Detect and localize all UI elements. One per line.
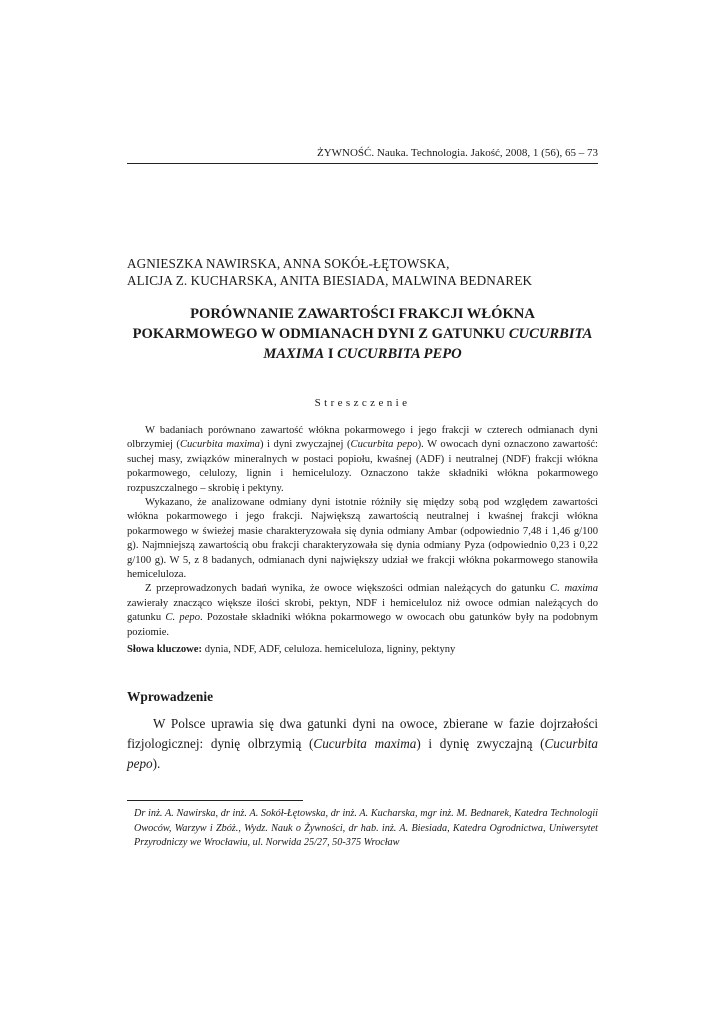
title-conjunction: I	[324, 346, 338, 362]
abstract-paragraph-2: Wykazano, że analizowane odmiany dyni istotnie różniły się między sobą pod względem zawartości włókna pokarmowego i jego frakcji. Największą zawartością neutralnej i kwaśnej frakcji włókna pokarmowego w świeżej masie charakteryzowała się dynia odmiany Ambar (odpowiednio 7,48 i 1,46 g/100 g). Najmniejszą zawartością obu frakcji charakteryzowała się dynia odmiany Pyza (odpowiednio 0,23 i 0,22 g/100 g). W 5, z 8 badanych, odmianach dyni największy udział we frakcji włókna pokarmowego stanowiła hemiceluloza.	[127, 497, 598, 581]
section-heading-introduction: Wprowadzenie	[127, 689, 214, 704]
species-name: Cucurbita pepo	[127, 736, 598, 771]
abstract-paragraph-3	[127, 582, 598, 640]
authors-line-1: AGNIESZKA NAWIRSKA, ANNA SOKÓŁ-ŁĘTOWSKA,	[127, 256, 450, 271]
paper-title	[127, 304, 598, 364]
keywords	[127, 643, 598, 657]
intro-text: ) i dynię zwyczajną (	[416, 736, 545, 751]
author-list	[127, 255, 598, 289]
footnote-rule	[127, 800, 303, 801]
species-name: Cucurbita maxima	[179, 439, 260, 451]
abstract-text: . Pozostałe składniki włókna pokarmowego w owocach obu gatunków były na podobnym poziomie.	[127, 612, 598, 638]
author-affiliation-footnote: Dr inż. A. Nawirska, dr inż. A. Sokół-Łętowska, dr inż. A. Kucharska, mgr inż. M. Bednarek, Katedra Technologii Owoców, Warzyw i Zbóż., Wydz. Nauk o Żywności, dr hab. inż. A. Biesiada, Katedra Ogrodnictwa, Uniwersytet Przyrodniczy we Wrocławiu, ul. Norwida 25/27, 50-375 Wrocław	[134, 808, 598, 849]
authors-line-2: ALICJA Z. KUCHARSKA, ANITA BIESIADA, MALWINA BEDNAREK	[127, 273, 533, 288]
running-head: ŻYWNOŚĆ. Nauka. Technologia. Jakość, 2008, 1 (56), 65 – 73	[316, 147, 598, 159]
abstract-text: ) i dyni zwyczajnej (	[259, 439, 351, 451]
abstract-paragraph-1	[127, 424, 598, 496]
species-name: C. maxima	[550, 583, 599, 595]
abstract-body	[127, 424, 598, 640]
intro-text: W Polsce uprawia się dwa gatunki dyni na owoce, zbierane w fazie dojrzałości fizjologicznej: dynię olbrzymią (	[127, 716, 598, 751]
species-name: C. pepo	[165, 612, 200, 624]
intro-paragraph-1	[127, 714, 598, 774]
header-rule	[127, 163, 598, 164]
introduction-body	[127, 714, 598, 774]
title-species-1: CUCURBITA MAXIMA	[263, 326, 593, 362]
species-name: Cucurbita maxima	[313, 736, 417, 751]
abstract-text: Z przeprowadzonych badań wynika, że owoce większości odmian należących do gatunku	[145, 583, 551, 595]
abstract-text: zawierały znacząco większe ilości skrobi, pektyn, NDF i hemiceluloz niż owoce odmian należących do gatunku	[127, 597, 598, 624]
intro-text: ).	[152, 756, 161, 771]
keywords-label: Słowa kluczowe:	[127, 644, 203, 655]
abstract-heading: Streszczenie	[314, 397, 411, 409]
title-species-2: CUCURBITA PEPO	[337, 346, 462, 362]
abstract-text: ). W owocach dyni oznaczono zawartość: suchej masy, związków mineralnych w postaci popiołu, kwaśnej (ADF) i neutralnej (NDF) frakcji włókna pokarmowego, celulozy, lignin i hemicelulozy. Oznaczono także składniki włókna pokarmowego rozpuszczalnego – skrobię i pektyny.	[127, 439, 598, 494]
abstract-text: W badaniach porównano zawartość włókna pokarmowego i jego frakcji w czterech odmianach dyni olbrzymiej (	[127, 425, 598, 451]
title-text: PORÓWNANIE ZAWARTOŚCI FRAKCJI WŁÓKNA POKARMOWEGO W ODMIANACH DYNI Z GATUNKU	[132, 306, 535, 342]
species-name: Cucurbita pepo	[350, 439, 418, 451]
keywords-list: dynia, NDF, ADF, celuloza. hemiceluloza, ligniny, pektyny	[202, 644, 456, 655]
